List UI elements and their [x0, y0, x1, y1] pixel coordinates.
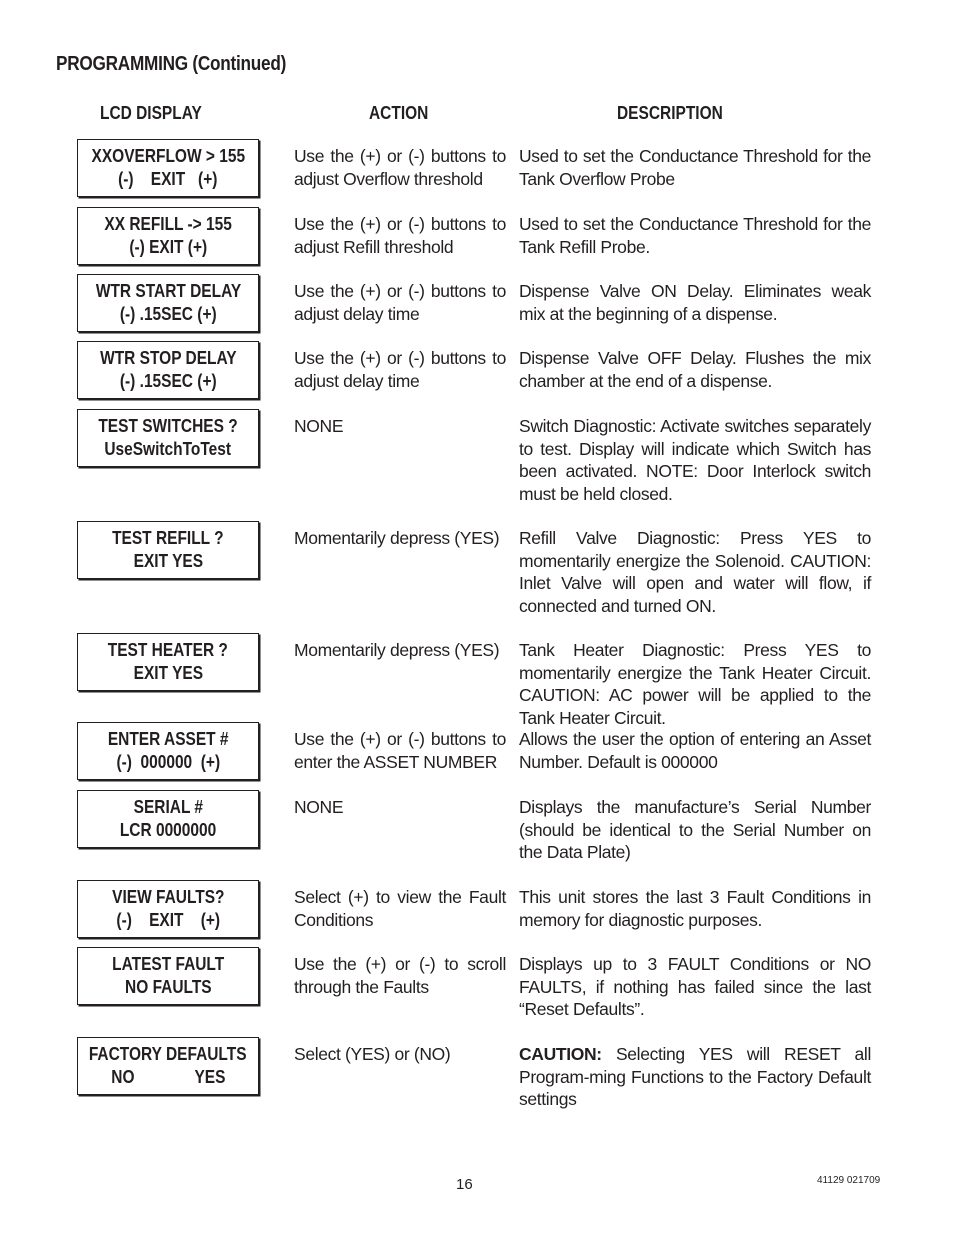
action-text: Use the (+) or (-) to scroll through the Faults: [294, 954, 506, 997]
lcd-line-1: XXOVERFLOW > 155: [91, 146, 245, 166]
lcd-line-1: ENTER ASSET #: [107, 729, 229, 749]
lcd-line-1: LATEST FAULT: [111, 954, 225, 974]
action-text: Use the (+) or (-) buttons to adjust delay time: [294, 348, 506, 391]
lcd-display: [77, 1037, 259, 1095]
lcd-display: [77, 207, 259, 265]
lcd-line-2: EXIT YES: [133, 551, 203, 571]
lcd-display: [77, 341, 259, 399]
lcd-display: [77, 633, 259, 691]
lcd-line-2: NO YES: [110, 1067, 226, 1087]
description-text: Switch Diagnostic: Activate switches separately to test. Display will indicate which Switch has been activated. NOTE: Door Interlock switch must be held closed.: [519, 416, 871, 504]
caution-text: Selecting YES will RESET all Program-ming Functions to the Factory Default settings: [519, 1044, 871, 1109]
description-text: Used to set the Conductance Threshold for the Tank Refill Probe.: [519, 214, 871, 257]
description-text: This unit stores the last 3 Fault Conditions in memory for diagnostic purposes.: [519, 887, 871, 930]
column-header-lcd: LCD DISPLAY: [100, 103, 202, 123]
lcd-display: [77, 409, 259, 467]
lcd-display: [77, 274, 259, 332]
action-text: Use the (+) or (-) buttons to enter the ASSET NUMBER: [294, 729, 506, 772]
lcd-line-2: (-) .15SEC (+): [119, 304, 217, 324]
lcd-line-1: TEST HEATER ?: [107, 640, 229, 660]
description-text: Dispense Valve OFF Delay. Flushes the mix chamber at the end of a dispense.: [519, 348, 871, 391]
lcd-line-1: WTR START DELAY: [95, 281, 241, 301]
lcd-line-1: XX REFILL -> 155: [104, 214, 232, 234]
lcd-display: [77, 947, 259, 1005]
action-text: Select (+) to view the Fault Conditions: [294, 887, 506, 930]
lcd-line-2: (-) EXIT (+): [116, 910, 220, 930]
action-text: Momentarily depress (YES): [294, 640, 500, 660]
section-title: PROGRAMMING (Continued): [56, 53, 287, 75]
description-text: Allows the user the option of entering an Asset Number. Default is 000000: [519, 729, 871, 772]
lcd-line-1: TEST REFILL ?: [112, 528, 224, 548]
action-text: Use the (+) or (-) buttons to adjust delay time: [294, 281, 506, 324]
description-text: Dispense Valve ON Delay. Eliminates weak mix at the beginning of a dispense.: [519, 281, 871, 324]
lcd-line-1: WTR STOP DELAY: [99, 348, 237, 368]
description-text: Refill Valve Diagnostic: Press YES to momentarily energize the Solenoid. CAUTION: Inlet Valve will open and water will flow, if connected and turned ON.: [519, 528, 871, 616]
lcd-line-2: LCR 0000000: [119, 820, 217, 840]
lcd-display: [77, 722, 259, 780]
description-text: Tank Heater Diagnostic: Press YES to momentarily energize the Tank Heater Circuit. CAUTION: AC power will be applied to the Tank Heater Circuit.: [519, 640, 871, 728]
action-text: NONE: [294, 416, 344, 436]
lcd-line-2: (-) EXIT (+): [129, 237, 207, 257]
lcd-line-1: TEST SWITCHES ?: [98, 416, 238, 436]
action-text: Momentarily depress (YES): [294, 528, 500, 548]
action-text: Use the (+) or (-) buttons to adjust Overflow threshold: [294, 146, 506, 189]
description-text: [519, 1043, 871, 1111]
column-header-description: DESCRIPTION: [617, 103, 723, 123]
lcd-line-2: UseSwitchToTest: [104, 439, 232, 459]
lcd-display: [77, 521, 259, 579]
lcd-display: [77, 880, 259, 938]
action-text: NONE: [294, 797, 344, 817]
page-number: 16: [456, 1176, 473, 1193]
lcd-display: [77, 139, 259, 197]
lcd-line-2: (-) 000000 (+): [116, 752, 220, 772]
lcd-line-1: SERIAL #: [133, 797, 203, 817]
lcd-line-2: (-) .15SEC (+): [119, 371, 217, 391]
column-header-action: ACTION: [369, 103, 429, 123]
lcd-display: [77, 790, 259, 848]
action-text: Select (YES) or (NO): [294, 1044, 451, 1064]
document-code: 41129 021709: [817, 1175, 881, 1186]
description-text: Displays the manufacture’s Serial Number (should be identical to the Serial Number on the Data Plate): [519, 797, 871, 862]
lcd-line-1: FACTORY DEFAULTS: [89, 1044, 247, 1064]
lcd-line-2: NO FAULTS: [124, 977, 212, 997]
lcd-line-1: VIEW FAULTS?: [111, 887, 225, 907]
caution-label: CAUTION:: [519, 1044, 602, 1064]
action-text: Use the (+) or (-) buttons to adjust Refill threshold: [294, 214, 506, 257]
lcd-line-2: (-) EXIT (+): [118, 169, 218, 189]
description-text: Displays up to 3 FAULT Conditions or NO FAULTS, if nothing has failed since the last “Reset Defaults”.: [519, 954, 871, 1019]
lcd-line-2: EXIT YES: [133, 663, 203, 683]
description-text: Used to set the Conductance Threshold for the Tank Overflow Probe: [519, 146, 871, 189]
